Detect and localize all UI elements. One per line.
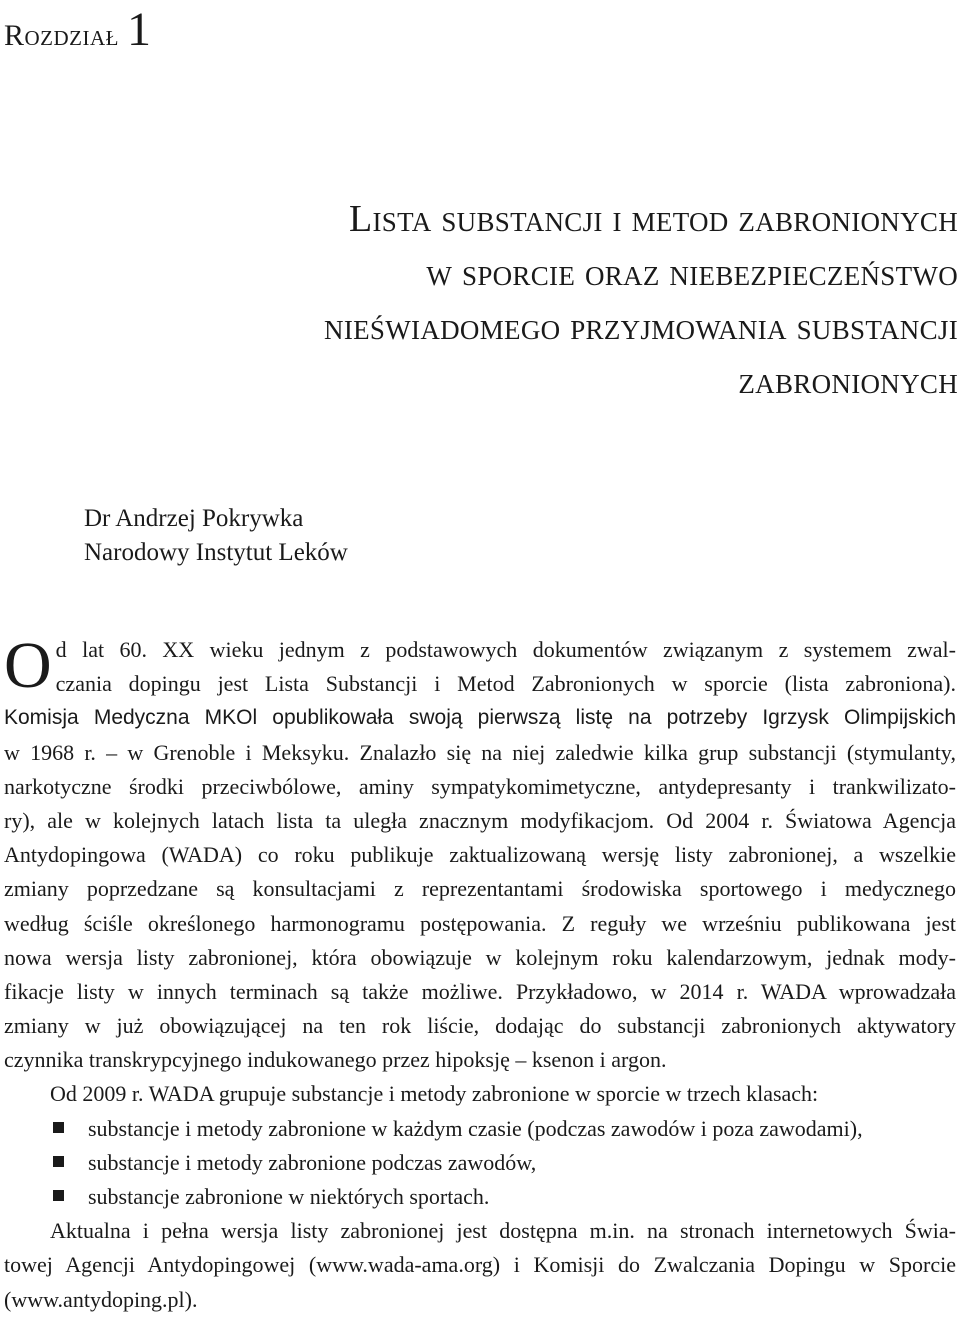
title-line: nieświadomego przyjmowania substancji	[324, 306, 958, 348]
body-line: według ściśle określonego harmonogramu postępowania. Z reguły we wrześniu publikowana jest	[4, 910, 956, 936]
body-line: czania dopingu jest Lista Substancji i Metod Zabronionych w sporcie (lista zabroniona).	[55, 671, 956, 697]
author-institution: Narodowy Instytut Leków	[84, 539, 348, 566]
title-line: w sporcie oraz niebezpieczeństwo	[426, 252, 958, 294]
title-line: Lista substancji i metod zabronionych	[348, 198, 958, 240]
square-bullet-icon	[53, 1156, 64, 1167]
body-line: ry), ale w kolejnych latach lista ta uległa znacznym modyfikacjom. Od 2004 r. Światowa Agencja	[4, 807, 956, 833]
square-bullet-icon	[53, 1122, 64, 1133]
chapter-heading	[4, 2, 151, 57]
list-item-text: substancje i metody zabronione w każdym czasie (podczas zawodów i poza zawodami),	[88, 1115, 863, 1141]
chapter-title	[18, 192, 958, 408]
body-text	[4, 629, 956, 1317]
body-line: fikacje listy w innych terminach są także możliwe. Przykładowo, w 2014 r. WADA wprowadzała	[4, 978, 956, 1004]
closing-line: towej Agencji Antydopingowej (www.wada-ama.org) i Komisji do Zwalczania Dopingu w Sporcie	[4, 1252, 956, 1278]
list-item-text: substancje zabronione w niektórych sportach.	[88, 1184, 490, 1209]
body-line: czynnika transkrypcyjnego indukowanego przez hipoksję – ksenon i argon.	[4, 1047, 667, 1073]
classes-intro: Od 2009 r. WADA grupuje substancje i metody zabronione w sporcie w trzech klasach:	[50, 1081, 819, 1107]
body-line: Antydopingowa (WADA) co roku publikuje zaktualizowaną wersję listy zabronionej, a wszelkie	[4, 842, 956, 868]
body-line: narkotyczne środki przeciwbólowe, aminy sympatykomimetyczne, antydepresanty i trankwilizato-	[4, 773, 956, 799]
closing-line: Aktualna i pełna wersja listy zabronionej jest dostępna m.in. na stronach internetowych Świa-	[50, 1218, 956, 1244]
body-line: Komisja Medyczna MKOl opublikowała swoją pierwszą listę na potrzeby Igrzysk Olimpijskich	[4, 706, 956, 730]
body-line: nowa wersja listy zabronionej, która obowiązuje w kolejnym roku kalendarzowym, jednak mody-	[4, 944, 956, 970]
title-line: zabronionych	[738, 360, 958, 402]
chapter-number: 1	[126, 3, 152, 56]
list-item	[56, 1180, 956, 1214]
body-line: w 1968 r. – w Grenoble i Meksyku. Znalazło się na niej zaledwie kilka grup substancji (stymulanty,	[4, 739, 956, 765]
author-name: Dr Andrzej Pokrywka	[84, 505, 304, 532]
body-line: d lat 60. XX wieku jednym z podstawowych dokumentów związanym z systemem zwal-	[55, 637, 956, 662]
body-line: zmiany poprzedzane są konsultacjami z reprezentantami środowiska sportowego i medycznego	[4, 876, 956, 902]
list-item	[56, 1146, 956, 1180]
body-line: zmiany w już obowiązującej na ten rok liście, dodając do substancji zabronionych aktywatory	[4, 1013, 956, 1039]
closing-line: (www.antydoping.pl).	[4, 1286, 198, 1312]
square-bullet-icon	[53, 1190, 64, 1201]
chapter-label: Rozdział	[4, 19, 119, 52]
drop-cap: O	[4, 629, 52, 702]
author-block	[84, 502, 348, 570]
list-item-text: substancje i metody zabronione podczas zawodów,	[88, 1149, 537, 1175]
list-item	[56, 1112, 956, 1146]
